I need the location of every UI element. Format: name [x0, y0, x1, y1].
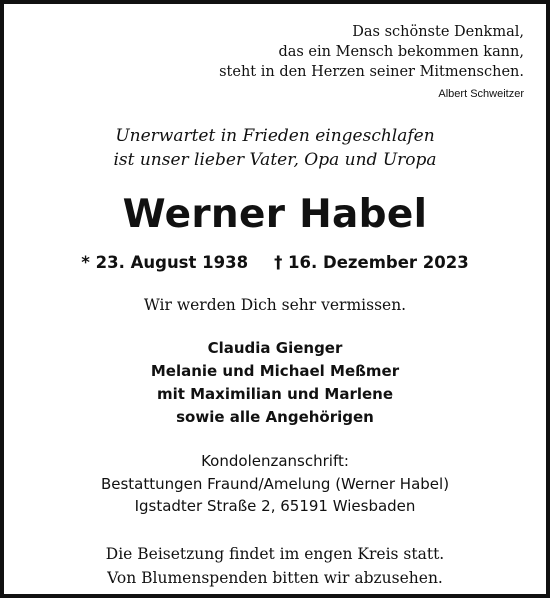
death-date: † 16. Dezember 2023 [274, 253, 469, 272]
mourner-entry: sowie alle Angehörigen [176, 408, 374, 426]
address-line: Igstadter Straße 2, 65191 Wiesbaden [134, 497, 416, 515]
birth-date: * 23. August 1938 [81, 253, 249, 272]
funeral-note-line: Die Beisetzung findet im engen Kreis statt. [105, 545, 445, 563]
funeral-note-line: Von Blumenspenden bitten wir abzusehen. [107, 569, 443, 587]
intro-text [4, 124, 546, 172]
address-line: Bestattungen Fraund/Amelung (Werner Habel) [100, 474, 450, 493]
deceased-name: Werner Habel [122, 192, 428, 237]
intro-line: ist unser lieber Vater, Opa und Uropa [113, 150, 437, 170]
condolence-heading: Kondolenzanschrift: [201, 452, 349, 470]
epigraph-quote [219, 22, 524, 102]
condolence-address [4, 450, 546, 518]
mourner-entry: Melanie und Michael Meßmer [150, 362, 400, 380]
mourners-list [4, 337, 546, 429]
quote-line: steht in den Herzen seiner Mitmenschen. [219, 64, 524, 80]
quote-author: Albert Schweitzer [438, 88, 524, 100]
mourner-entry: mit Maximilian und Marlene [156, 385, 394, 403]
life-dates [4, 251, 546, 275]
funeral-note [4, 542, 546, 590]
mourner-entry: Claudia Gienger [207, 339, 343, 357]
intro-line: Unerwartet in Frieden eingeschlafen [115, 126, 435, 146]
farewell-line: Wir werden Dich sehr vermissen. [143, 296, 407, 314]
quote-line: Das schönste Denkmal, [352, 24, 524, 40]
quote-line: das ein Mensch bekommen kann, [278, 44, 524, 60]
